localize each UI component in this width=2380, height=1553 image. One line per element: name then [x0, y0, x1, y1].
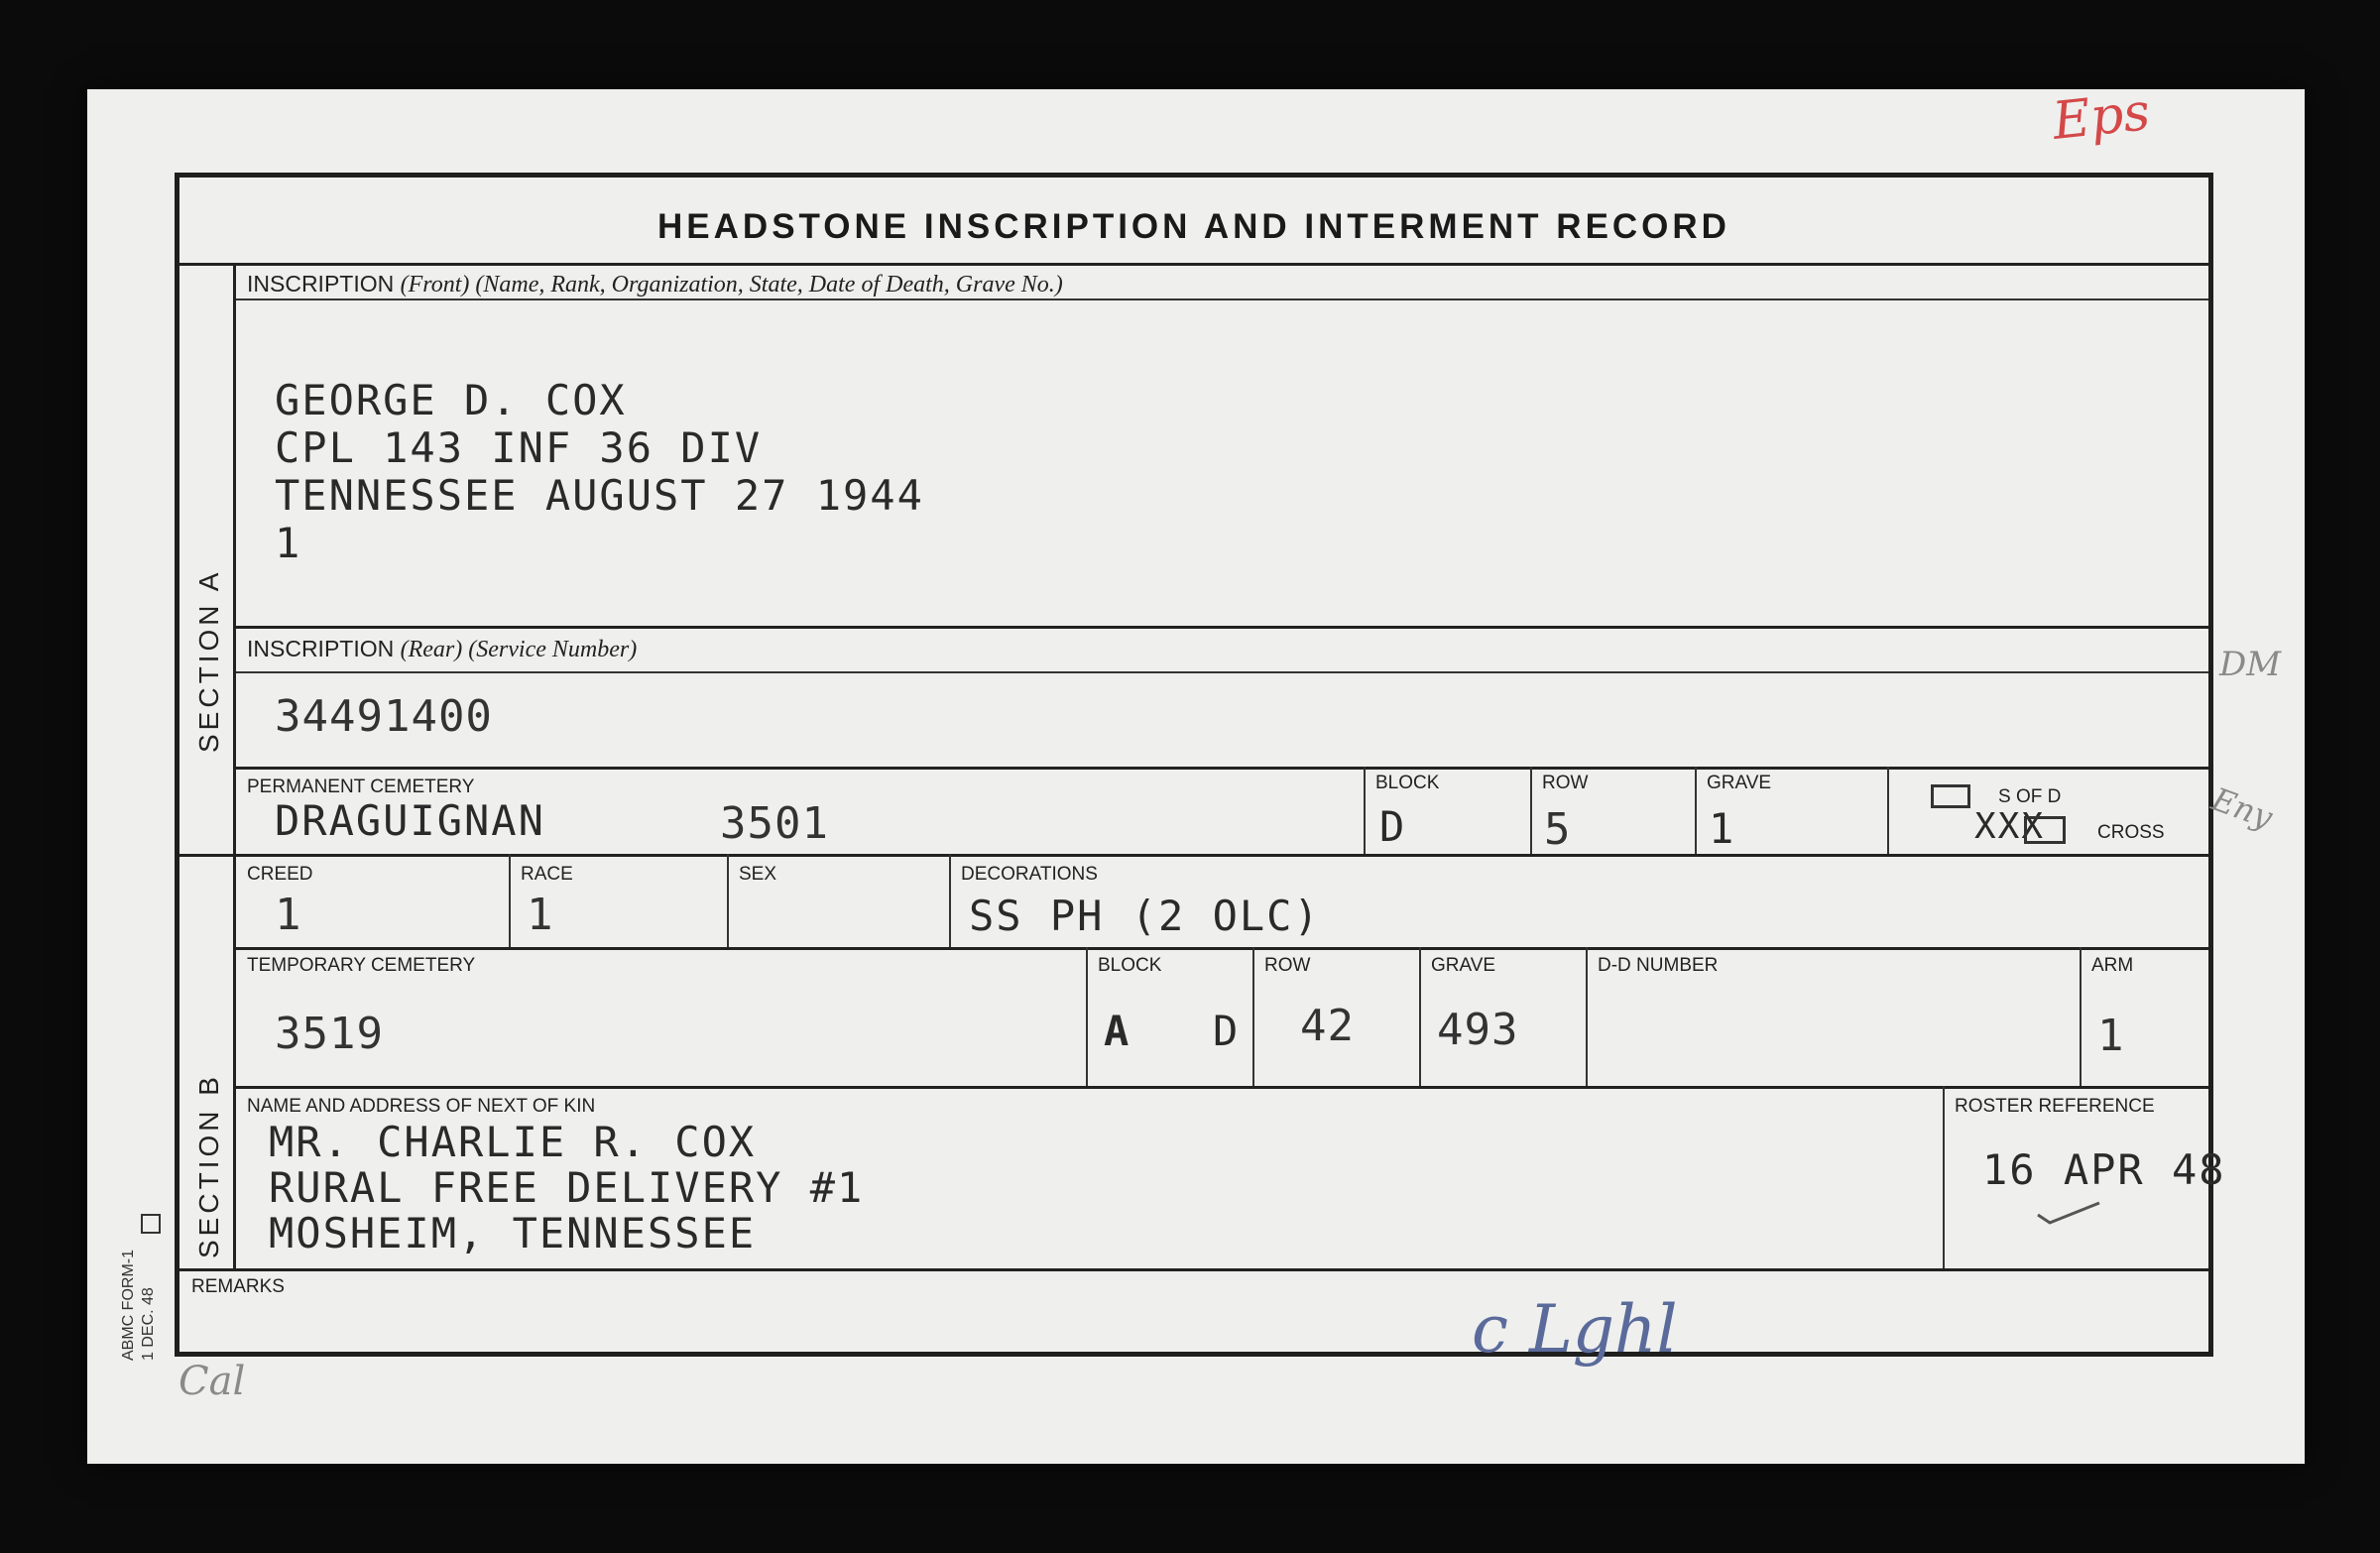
cross-mark: XXX [1974, 806, 2046, 847]
permanent-grave-label: GRAVE [1707, 773, 1772, 793]
inscription-front-line-2: CPL 143 INF 36 DIV [275, 423, 763, 472]
temporary-block-label: BLOCK [1098, 955, 1162, 976]
record-card [87, 82, 2305, 1464]
creed-label: CREED [247, 864, 313, 885]
permanent-row-value: 5 [1544, 804, 1572, 855]
signature: c Lghl [1472, 1291, 1678, 1368]
sofd-checkbox[interactable] [1931, 784, 1970, 808]
form-title: HEADSTONE INSCRIPTION AND INTERMENT RECORD [657, 207, 1730, 246]
permanent-block-value: D [1379, 802, 1407, 851]
check-mark-icon [2034, 1197, 2103, 1227]
form-corner-checkbox [141, 1214, 161, 1234]
cross-checkbox[interactable] [2024, 816, 2066, 844]
temporary-block-value: D [1213, 1007, 1241, 1055]
arm-value: 1 [2097, 1011, 2125, 1061]
inscription-front-line-1: GEORGE D. COX [275, 376, 627, 424]
next-of-kin-line-2: RURAL FREE DELIVERY #1 [269, 1163, 865, 1212]
permanent-grave-value: 1 [1709, 804, 1736, 853]
form-number: ABMC FORM-1 1 DEC. 48 [120, 1250, 157, 1361]
next-of-kin-label: NAME AND ADDRESS OF NEXT OF KIN [247, 1096, 596, 1117]
dd-number-label: D-D NUMBER [1598, 955, 1719, 976]
inscription-front-label: INSCRIPTION (Front) (Name, Rank, Organization, State, Date of Death, Grave No.) [247, 271, 1063, 298]
inscription-front-line-3: TENNESSEE AUGUST 27 1944 [275, 471, 924, 520]
creed-value: 1 [275, 890, 302, 940]
roster-reference-value: 16 APR 48 [1982, 1145, 2226, 1194]
red-annotation: Eps [2050, 82, 2153, 152]
inscription-rear-label: INSCRIPTION (Rear) (Service Number) [247, 636, 638, 662]
section-a-label: SECTION A [193, 568, 224, 753]
cross-label: CROSS [2097, 822, 2165, 843]
race-label: RACE [521, 864, 573, 885]
roster-reference-label: ROSTER REFERENCE [1955, 1096, 2155, 1117]
temporary-block-struck: A [1104, 1007, 1131, 1055]
permanent-cemetery-label: PERMANENT CEMETERY [247, 776, 475, 797]
temporary-row-label: ROW [1264, 955, 1311, 976]
permanent-block-label: BLOCK [1375, 773, 1440, 793]
section-b-label: SECTION B [193, 1073, 224, 1258]
permanent-cemetery-value: DRAGUIGNAN [275, 796, 545, 845]
permanent-row-label: ROW [1542, 773, 1589, 793]
bottom-left-note: Cal [178, 1359, 246, 1404]
temporary-grave-value: 493 [1437, 1005, 1519, 1055]
arm-label: ARM [2091, 955, 2134, 976]
sex-label: SEX [739, 864, 777, 885]
record-form [175, 173, 2226, 1357]
next-of-kin-line-1: MR. CHARLIE R. COX [269, 1118, 757, 1166]
next-of-kin-line-3: MOSHEIM, TENNESSEE [269, 1209, 757, 1257]
decorations-label: DECORATIONS [961, 864, 1098, 885]
inscription-front-line-4: 1 [275, 519, 302, 567]
margin-note-1: DM [2219, 645, 2282, 684]
temporary-cemetery-label: TEMPORARY CEMETERY [247, 955, 476, 976]
service-number: 34491400 [275, 691, 493, 742]
permanent-cemetery-code: 3501 [720, 798, 829, 849]
temporary-row-value: 42 [1300, 1001, 1355, 1051]
margin-note-2: Eny [2206, 779, 2278, 837]
temporary-cemetery-value: 3519 [275, 1009, 384, 1059]
race-value: 1 [527, 890, 554, 940]
sofd-label: S OF D [1998, 786, 2062, 807]
temporary-grave-label: GRAVE [1431, 955, 1496, 976]
remarks-label: REMARKS [191, 1276, 285, 1297]
decorations-value: SS PH (2 OLC) [969, 892, 1321, 940]
